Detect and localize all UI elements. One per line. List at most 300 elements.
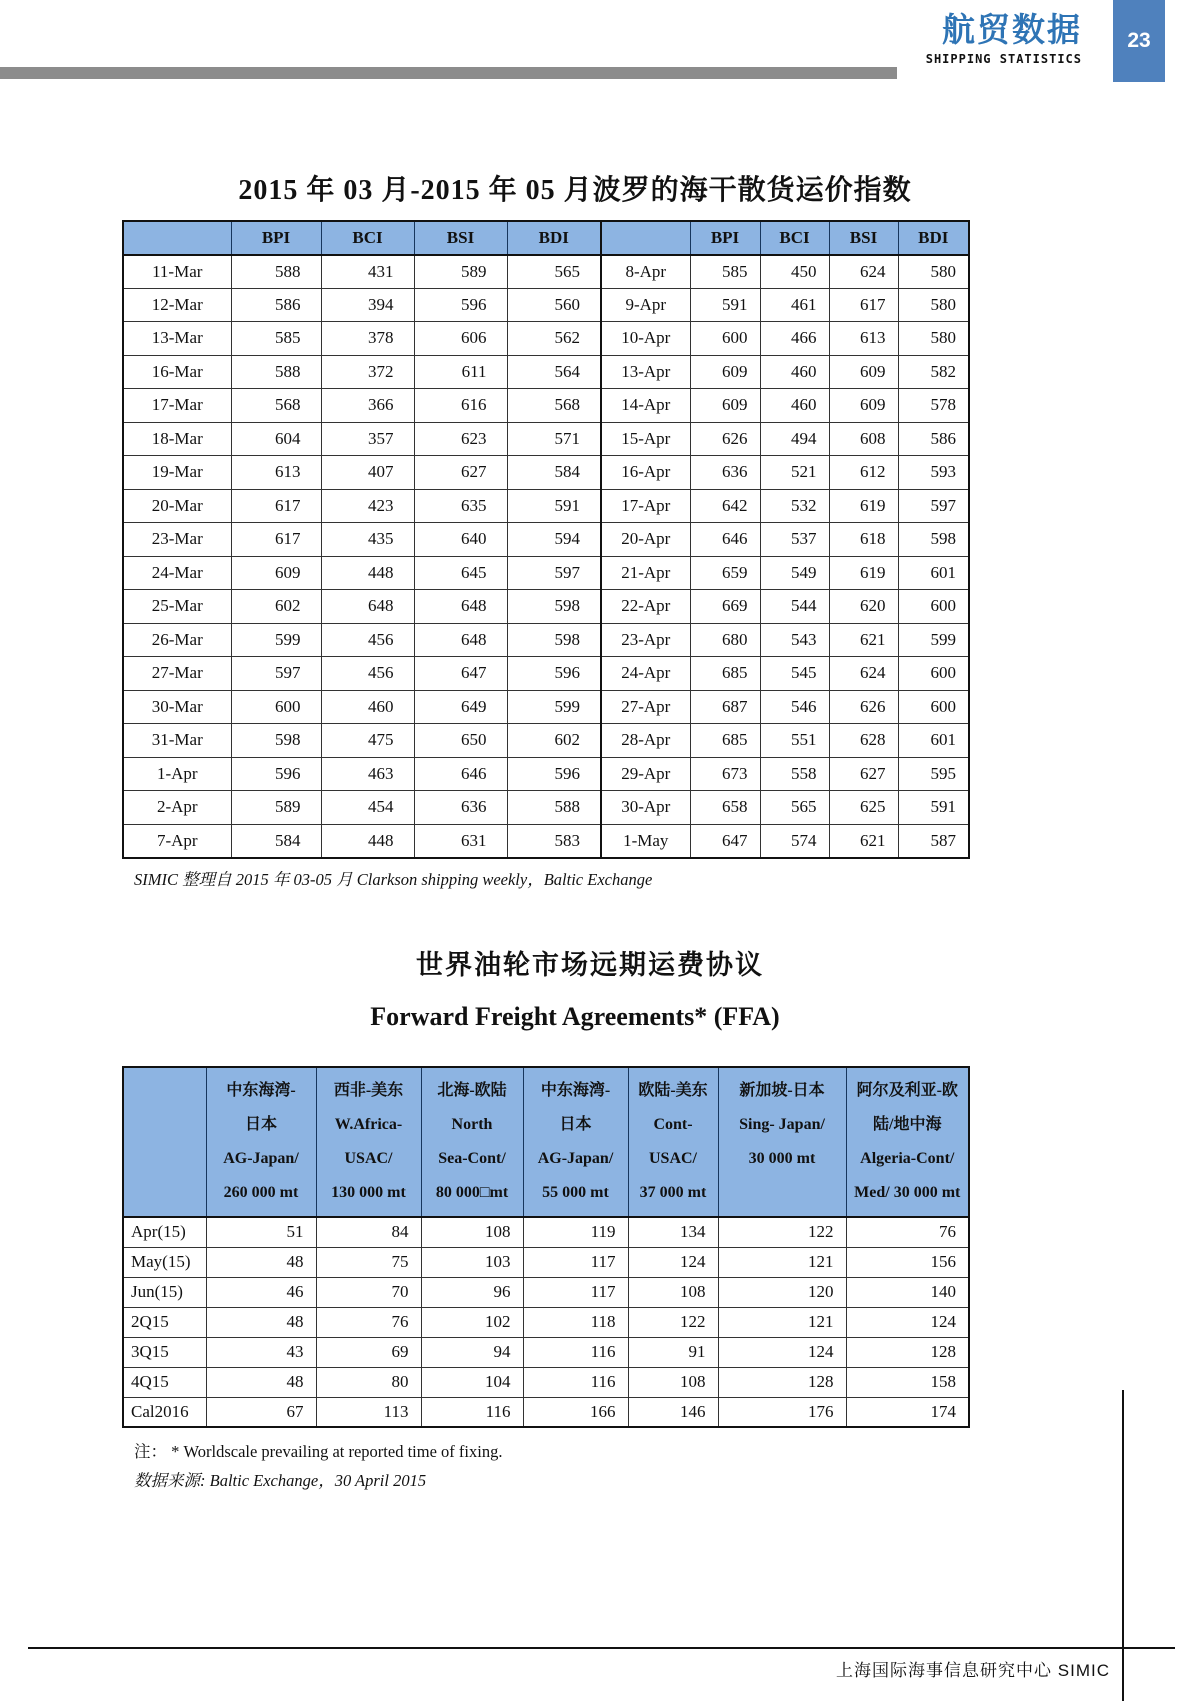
bdi-value-cell: 648 — [414, 590, 507, 624]
bdi-value-cell: 669 — [690, 590, 760, 624]
bdi-value-cell: 623 — [414, 422, 507, 456]
bdi-value-cell: 627 — [829, 757, 898, 791]
bdi-value-cell: 448 — [321, 824, 414, 858]
ffa-table-header-row — [123, 1067, 969, 1217]
bdi-source-note: SIMIC 整理自 2015 年 03-05 月 Clarkson shipping weekly，Baltic Exchange — [134, 870, 653, 889]
bdi-value-cell: 537 — [760, 523, 829, 557]
ffa-value-cell: 69 — [316, 1337, 421, 1367]
bdi-value-cell: 597 — [231, 657, 321, 691]
ffa-value-cell: 117 — [523, 1247, 628, 1277]
ffa-table-row — [123, 1397, 969, 1427]
bdi-value-cell: 598 — [507, 623, 601, 657]
bdi-date-cell: 30-Mar — [123, 690, 231, 724]
bdi-value-cell: 366 — [321, 389, 414, 423]
ffa-period-cell: 2Q15 — [123, 1307, 206, 1337]
bdi-value-cell: 631 — [414, 824, 507, 858]
bdi-value-cell: 475 — [321, 724, 414, 758]
ffa-value-cell: 43 — [206, 1337, 316, 1367]
ffa-header-route-cell — [718, 1067, 846, 1217]
bdi-value-cell: 606 — [414, 322, 507, 356]
bdi-value-cell: 616 — [414, 389, 507, 423]
bdi-date-cell: 8-Apr — [601, 255, 690, 289]
bdi-date-cell: 7-Apr — [123, 824, 231, 858]
ffa-value-cell: 134 — [628, 1217, 718, 1247]
bdi-value-cell: 582 — [898, 355, 969, 389]
ffa-value-cell: 75 — [316, 1247, 421, 1277]
ffa-header-line: 欧陆-美东 — [638, 1082, 708, 1099]
ffa-header-route-cell — [421, 1067, 523, 1217]
ffa-value-cell: 80 — [316, 1367, 421, 1397]
bdi-value-cell: 586 — [231, 288, 321, 322]
ffa-footnote: 注： * Worldscale prevailing at reported time of fixing. — [134, 1442, 503, 1461]
ffa-value-cell: 121 — [718, 1247, 846, 1277]
bdi-value-cell: 601 — [898, 556, 969, 590]
bdi-value-cell: 648 — [414, 623, 507, 657]
bdi-value-cell: 589 — [231, 791, 321, 825]
bdi-value-cell: 650 — [414, 724, 507, 758]
bdi-value-cell: 431 — [321, 255, 414, 289]
bdi-value-cell: 423 — [321, 489, 414, 523]
page-header — [682, 12, 1082, 66]
ffa-table-row — [123, 1307, 969, 1337]
bdi-date-cell: 16-Mar — [123, 355, 231, 389]
ffa-period-cell: 3Q15 — [123, 1337, 206, 1367]
bdi-table-row — [123, 456, 969, 490]
ffa-value-cell: 120 — [718, 1277, 846, 1307]
ffa-value-cell: 117 — [523, 1277, 628, 1307]
bdi-date-cell: 1-May — [601, 824, 690, 858]
ffa-value-cell: 158 — [846, 1367, 969, 1397]
bdi-value-cell: 543 — [760, 623, 829, 657]
ffa-value-cell: 174 — [846, 1397, 969, 1427]
bdi-value-cell: 598 — [898, 523, 969, 557]
bdi-table-row — [123, 791, 969, 825]
ffa-value-cell: 122 — [628, 1307, 718, 1337]
bdi-date-cell: 22-Apr — [601, 590, 690, 624]
bdi-date-cell: 29-Apr — [601, 757, 690, 791]
bdi-value-cell: 599 — [231, 623, 321, 657]
bdi-value-cell: 562 — [507, 322, 601, 356]
bdi-date-cell: 12-Mar — [123, 288, 231, 322]
bdi-table-row — [123, 590, 969, 624]
bdi-value-cell: 580 — [898, 322, 969, 356]
ffa-value-cell: 96 — [421, 1277, 523, 1307]
bdi-value-cell: 456 — [321, 657, 414, 691]
bdi-value-cell: 544 — [760, 590, 829, 624]
bdi-value-cell: 636 — [690, 456, 760, 490]
ffa-period-cell: May(15) — [123, 1247, 206, 1277]
ffa-value-cell: 94 — [421, 1337, 523, 1367]
bdi-value-cell: 595 — [898, 757, 969, 791]
ffa-value-cell: 51 — [206, 1217, 316, 1247]
bdi-value-cell: 646 — [414, 757, 507, 791]
bdi-value-cell: 687 — [690, 690, 760, 724]
bdi-date-cell: 17-Mar — [123, 389, 231, 423]
bdi-table — [122, 220, 970, 859]
ffa-value-cell: 48 — [206, 1247, 316, 1277]
bdi-table-row — [123, 824, 969, 858]
bdi-value-cell: 378 — [321, 322, 414, 356]
bdi-value-cell: 613 — [231, 456, 321, 490]
bdi-date-cell: 19-Mar — [123, 456, 231, 490]
bdi-value-cell: 609 — [829, 355, 898, 389]
bdi-date-cell: 9-Apr — [601, 288, 690, 322]
bdi-value-cell: 448 — [321, 556, 414, 590]
ffa-period-cell: Jun(15) — [123, 1277, 206, 1307]
bdi-value-cell: 565 — [507, 255, 601, 289]
bdi-value-cell: 647 — [690, 824, 760, 858]
bdi-value-cell: 596 — [507, 657, 601, 691]
bdi-value-cell: 659 — [690, 556, 760, 590]
bdi-value-cell: 647 — [414, 657, 507, 691]
ffa-header-line: W.Africa- — [334, 1116, 403, 1133]
bdi-value-cell: 591 — [690, 288, 760, 322]
ffa-value-cell: 118 — [523, 1307, 628, 1337]
bdi-value-cell: 642 — [690, 489, 760, 523]
bdi-value-cell: 609 — [690, 355, 760, 389]
bdi-value-cell: 565 — [760, 791, 829, 825]
ffa-period-cell: 4Q15 — [123, 1367, 206, 1397]
bdi-value-cell: 601 — [898, 724, 969, 758]
bdi-value-cell: 626 — [829, 690, 898, 724]
bdi-value-cell: 608 — [829, 422, 898, 456]
bdi-value-cell: 394 — [321, 288, 414, 322]
bdi-date-cell: 1-Apr — [123, 757, 231, 791]
ffa-value-cell: 146 — [628, 1397, 718, 1427]
ffa-header-line — [126, 1108, 204, 1142]
bdi-value-cell: 591 — [898, 791, 969, 825]
ffa-value-cell: 108 — [421, 1217, 523, 1247]
ffa-header-line: AG-Japan/ — [223, 1150, 299, 1167]
bdi-value-cell: 648 — [321, 590, 414, 624]
bdi-header-bpi-2: BPI — [690, 221, 760, 255]
ffa-value-cell: 48 — [206, 1307, 316, 1337]
bdi-value-cell: 461 — [760, 288, 829, 322]
bdi-value-cell: 549 — [760, 556, 829, 590]
bdi-value-cell: 564 — [507, 355, 601, 389]
bdi-value-cell: 624 — [829, 657, 898, 691]
bdi-date-cell: 13-Apr — [601, 355, 690, 389]
bdi-value-cell: 645 — [414, 556, 507, 590]
ffa-header-line: 260 000 mt — [223, 1184, 299, 1201]
bdi-header-bpi: BPI — [231, 221, 321, 255]
bdi-value-cell: 627 — [414, 456, 507, 490]
bdi-value-cell: 589 — [414, 255, 507, 289]
bdi-date-cell: 24-Apr — [601, 657, 690, 691]
bdi-table-row — [123, 657, 969, 691]
ffa-value-cell: 156 — [846, 1247, 969, 1277]
ffa-header-line: 新加坡-日本 — [739, 1082, 825, 1099]
ffa-header-line: Algeria-Cont/ — [860, 1150, 955, 1167]
bdi-date-cell: 24-Mar — [123, 556, 231, 590]
bdi-value-cell: 596 — [507, 757, 601, 791]
bdi-date-cell: 27-Apr — [601, 690, 690, 724]
ffa-header-line: 阿尔及利亚-欧 — [856, 1082, 958, 1099]
bdi-table-body — [123, 255, 969, 858]
ffa-header-line — [721, 1176, 844, 1210]
bdi-value-cell: 640 — [414, 523, 507, 557]
bdi-value-cell: 587 — [898, 824, 969, 858]
bdi-table-row — [123, 489, 969, 523]
ffa-value-cell: 176 — [718, 1397, 846, 1427]
ffa-header-line: Med/ 30 000 mt — [854, 1184, 961, 1201]
bdi-value-cell: 463 — [321, 757, 414, 791]
ffa-value-cell: 124 — [718, 1337, 846, 1367]
bdi-value-cell: 626 — [690, 422, 760, 456]
ffa-value-cell: 121 — [718, 1307, 846, 1337]
bdi-value-cell: 532 — [760, 489, 829, 523]
ffa-value-cell: 122 — [718, 1217, 846, 1247]
bdi-value-cell: 407 — [321, 456, 414, 490]
ffa-value-cell: 108 — [628, 1367, 718, 1397]
bdi-value-cell: 460 — [760, 355, 829, 389]
ffa-value-cell: 119 — [523, 1217, 628, 1247]
ffa-value-cell: 84 — [316, 1217, 421, 1247]
bdi-value-cell: 628 — [829, 724, 898, 758]
bdi-value-cell: 680 — [690, 623, 760, 657]
bdi-date-cell: 30-Apr — [601, 791, 690, 825]
bdi-date-cell: 31-Mar — [123, 724, 231, 758]
bdi-date-cell: 2-Apr — [123, 791, 231, 825]
bdi-header-bdi-2: BDI — [898, 221, 969, 255]
bdi-value-cell: 600 — [231, 690, 321, 724]
bdi-value-cell: 583 — [507, 824, 601, 858]
ffa-header-line: Sea-Cont/ — [438, 1150, 506, 1167]
bdi-value-cell: 636 — [414, 791, 507, 825]
ffa-header-line: 日本 — [244, 1116, 277, 1133]
ffa-value-cell: 113 — [316, 1397, 421, 1427]
bdi-table-row — [123, 623, 969, 657]
ffa-value-cell: 76 — [316, 1307, 421, 1337]
ffa-value-cell: 70 — [316, 1277, 421, 1307]
bdi-date-cell: 23-Mar — [123, 523, 231, 557]
bdi-value-cell: 545 — [760, 657, 829, 691]
bdi-value-cell: 571 — [507, 422, 601, 456]
bdi-value-cell: 617 — [231, 489, 321, 523]
bdi-table-row — [123, 422, 969, 456]
ffa-header-blank — [123, 1067, 206, 1217]
ffa-value-cell: 91 — [628, 1337, 718, 1367]
bdi-value-cell: 454 — [321, 791, 414, 825]
bdi-header-bci: BCI — [321, 221, 414, 255]
bdi-value-cell: 584 — [231, 824, 321, 858]
ffa-header-line: 130 000 mt — [331, 1184, 406, 1201]
bdi-value-cell: 574 — [760, 824, 829, 858]
bdi-table-row — [123, 255, 969, 289]
bdi-value-cell: 372 — [321, 355, 414, 389]
ffa-header-line: 中东海湾- — [540, 1082, 611, 1099]
bdi-value-cell: 591 — [507, 489, 601, 523]
bdi-value-cell: 580 — [898, 255, 969, 289]
ffa-value-cell: 104 — [421, 1367, 523, 1397]
bdi-value-cell: 588 — [231, 355, 321, 389]
bdi-header-bci-2: BCI — [760, 221, 829, 255]
bdi-value-cell: 460 — [321, 690, 414, 724]
ffa-header-line: 中东海湾- — [226, 1082, 296, 1099]
ffa-header-line — [126, 1176, 204, 1210]
bdi-value-cell: 609 — [829, 389, 898, 423]
bdi-table-row — [123, 724, 969, 758]
bdi-value-cell: 597 — [898, 489, 969, 523]
ffa-header-line: Sing- Japan/ — [739, 1116, 825, 1133]
ffa-table — [122, 1066, 970, 1428]
ffa-value-cell: 116 — [523, 1367, 628, 1397]
ffa-value-cell: 140 — [846, 1277, 969, 1307]
ffa-header-line: 日本 — [559, 1116, 592, 1133]
ffa-title-en: Forward Freight Agreements* (FFA) — [370, 1002, 780, 1031]
bdi-table-header-row — [123, 221, 969, 255]
ffa-header-route-cell — [523, 1067, 628, 1217]
ffa-table-row — [123, 1217, 969, 1247]
bdi-date-cell: 11-Mar — [123, 255, 231, 289]
bdi-value-cell: 435 — [321, 523, 414, 557]
ffa-header-line: Cont- — [653, 1116, 693, 1133]
ffa-header-line: 西非-美东 — [333, 1082, 404, 1099]
ffa-value-cell: 67 — [206, 1397, 316, 1427]
ffa-table-row — [123, 1277, 969, 1307]
bdi-value-cell: 646 — [690, 523, 760, 557]
ffa-period-cell: Apr(15) — [123, 1217, 206, 1247]
bdi-value-cell: 609 — [690, 389, 760, 423]
bdi-date-cell: 20-Mar — [123, 489, 231, 523]
bdi-table-title: 2015 年 03 月-2015 年 05 月波罗的海干散货运价指数 — [238, 175, 912, 206]
bdi-table-row — [123, 355, 969, 389]
ffa-header-line: AG-Japan/ — [537, 1150, 614, 1167]
ffa-value-cell: 48 — [206, 1367, 316, 1397]
bdi-value-cell: 658 — [690, 791, 760, 825]
bdi-table-row — [123, 757, 969, 791]
bdi-value-cell: 560 — [507, 288, 601, 322]
bdi-value-cell: 596 — [414, 288, 507, 322]
bdi-value-cell: 460 — [760, 389, 829, 423]
footer-organization: 上海国际海事信息研究中心 SIMIC — [836, 1661, 1110, 1680]
bdi-header-blank — [123, 221, 231, 255]
bdi-value-cell: 450 — [760, 255, 829, 289]
page-number-badge: 23 — [1113, 0, 1165, 82]
bdi-header-blank-2 — [601, 221, 690, 255]
bdi-value-cell: 685 — [690, 657, 760, 691]
bdi-value-cell: 578 — [898, 389, 969, 423]
bdi-value-cell: 599 — [507, 690, 601, 724]
bdi-value-cell: 649 — [414, 690, 507, 724]
ffa-header-line: 55 000 mt — [542, 1184, 609, 1201]
bdi-value-cell: 602 — [231, 590, 321, 624]
bdi-value-cell: 593 — [898, 456, 969, 490]
bdi-value-cell: 620 — [829, 590, 898, 624]
ffa-header-line: North — [451, 1116, 493, 1133]
ffa-table-body — [123, 1217, 969, 1427]
bdi-value-cell: 602 — [507, 724, 601, 758]
ffa-title-cn: 世界油轮市场远期运费协议 — [416, 950, 764, 980]
bdi-date-cell: 27-Mar — [123, 657, 231, 691]
ffa-header-line: 37 000 mt — [639, 1184, 707, 1201]
ffa-header-line: 北海-欧陆 — [437, 1082, 507, 1099]
bdi-value-cell: 598 — [507, 590, 601, 624]
ffa-value-cell: 116 — [523, 1337, 628, 1367]
ffa-value-cell: 166 — [523, 1397, 628, 1427]
bdi-date-cell: 26-Mar — [123, 623, 231, 657]
bdi-date-cell: 28-Apr — [601, 724, 690, 758]
bdi-value-cell: 604 — [231, 422, 321, 456]
ffa-value-cell: 102 — [421, 1307, 523, 1337]
bdi-header-bsi-2: BSI — [829, 221, 898, 255]
ffa-header-route-cell — [206, 1067, 316, 1217]
bdi-value-cell: 585 — [231, 322, 321, 356]
header-divider-bar — [0, 67, 897, 79]
bdi-value-cell: 600 — [898, 657, 969, 691]
bdi-date-cell: 25-Mar — [123, 590, 231, 624]
bdi-value-cell: 588 — [507, 791, 601, 825]
bdi-date-cell: 17-Apr — [601, 489, 690, 523]
bdi-value-cell: 546 — [760, 690, 829, 724]
bdi-value-cell: 594 — [507, 523, 601, 557]
bdi-table-row — [123, 389, 969, 423]
footer-vertical-rule — [1122, 1390, 1124, 1701]
bdi-value-cell: 568 — [507, 389, 601, 423]
bdi-value-cell: 600 — [690, 322, 760, 356]
bdi-value-cell: 685 — [690, 724, 760, 758]
bdi-value-cell: 588 — [231, 255, 321, 289]
bdi-value-cell: 624 — [829, 255, 898, 289]
bdi-value-cell: 584 — [507, 456, 601, 490]
bdi-value-cell: 586 — [898, 422, 969, 456]
bdi-value-cell: 568 — [231, 389, 321, 423]
bdi-value-cell: 673 — [690, 757, 760, 791]
bdi-value-cell: 494 — [760, 422, 829, 456]
ffa-value-cell: 108 — [628, 1277, 718, 1307]
bdi-value-cell: 619 — [829, 489, 898, 523]
bdi-value-cell: 635 — [414, 489, 507, 523]
bdi-date-cell: 20-Apr — [601, 523, 690, 557]
bdi-value-cell: 585 — [690, 255, 760, 289]
ffa-source-note: 数据来源: Baltic Exchange，30 April 2015 — [134, 1471, 427, 1490]
bdi-value-cell: 612 — [829, 456, 898, 490]
bdi-table-row — [123, 523, 969, 557]
ffa-header-line: 30 000 mt — [748, 1150, 816, 1167]
bdi-table-row — [123, 556, 969, 590]
bdi-value-cell: 597 — [507, 556, 601, 590]
ffa-table-row — [123, 1337, 969, 1367]
ffa-value-cell: 103 — [421, 1247, 523, 1277]
bdi-value-cell: 600 — [898, 590, 969, 624]
bdi-date-cell: 21-Apr — [601, 556, 690, 590]
bdi-value-cell: 613 — [829, 322, 898, 356]
ffa-value-cell: 76 — [846, 1217, 969, 1247]
bdi-value-cell: 619 — [829, 556, 898, 590]
ffa-table-row — [123, 1367, 969, 1397]
bdi-value-cell: 357 — [321, 422, 414, 456]
ffa-value-cell: 124 — [628, 1247, 718, 1277]
ffa-period-cell: Cal2016 — [123, 1397, 206, 1427]
bdi-table-row — [123, 288, 969, 322]
bdi-value-cell: 621 — [829, 623, 898, 657]
bdi-date-cell: 16-Apr — [601, 456, 690, 490]
bdi-value-cell: 621 — [829, 824, 898, 858]
bdi-value-cell: 600 — [898, 690, 969, 724]
ffa-header-line — [126, 1142, 204, 1176]
ffa-header-line: USAC/ — [648, 1150, 697, 1167]
bdi-value-cell: 599 — [898, 623, 969, 657]
header-title-en: SHIPPING STATISTICS — [925, 51, 1082, 66]
ffa-header-route-cell — [316, 1067, 421, 1217]
bdi-table-row — [123, 322, 969, 356]
bdi-date-cell: 18-Mar — [123, 422, 231, 456]
ffa-header-line: USAC/ — [344, 1150, 393, 1167]
bdi-value-cell: 466 — [760, 322, 829, 356]
bdi-value-cell: 625 — [829, 791, 898, 825]
bdi-value-cell: 618 — [829, 523, 898, 557]
ffa-value-cell: 46 — [206, 1277, 316, 1307]
